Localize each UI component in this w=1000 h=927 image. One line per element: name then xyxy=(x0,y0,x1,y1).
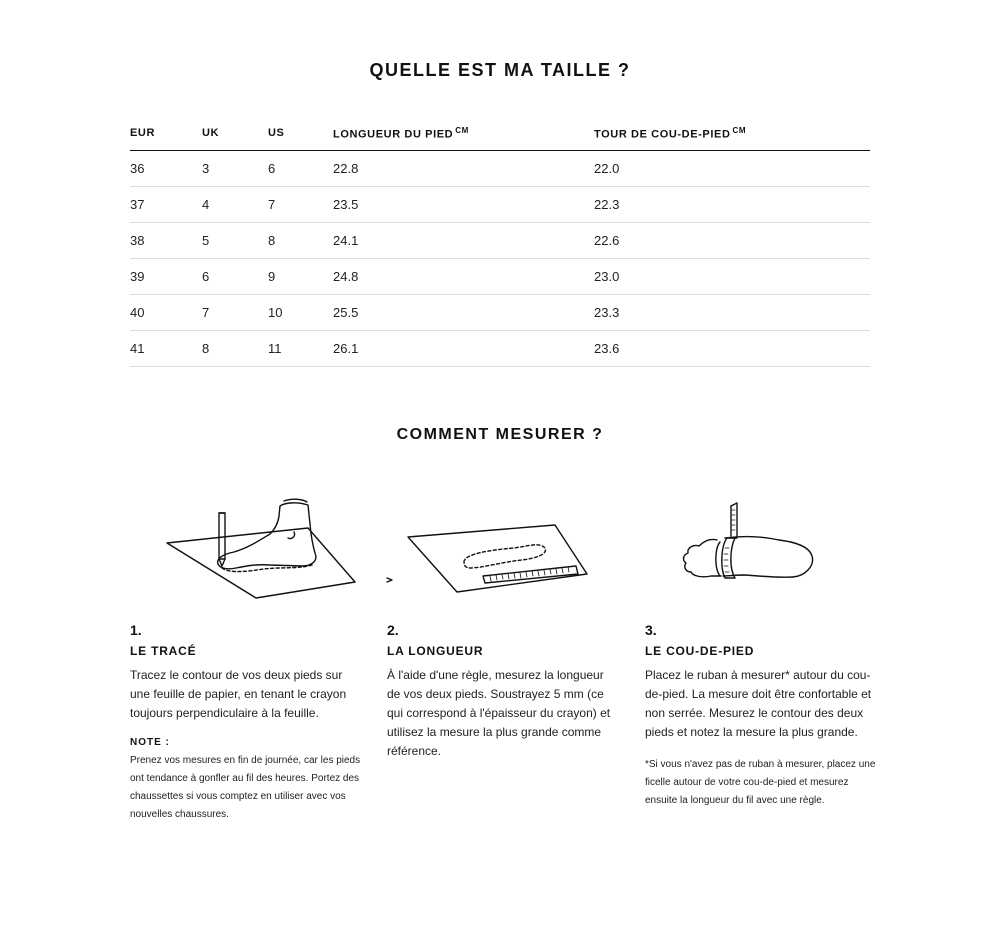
cell-instep: 22.3 xyxy=(594,187,870,223)
cell-eur: 36 xyxy=(130,151,202,187)
table-row xyxy=(130,295,870,331)
size-table xyxy=(130,116,870,367)
header-us: US xyxy=(268,116,333,151)
header-instep xyxy=(594,116,870,151)
cell-foot-length: 25.5 xyxy=(333,295,594,331)
step-text: Placez le ruban à mesurer* autour du cou-de-pied. La mesure doit être confortable et non serrée. Mesurez le contour des deux pieds et notez la mesure la plus grande. xyxy=(645,668,872,739)
tape-measure-instep-icon xyxy=(675,498,820,586)
cell-us: 11 xyxy=(268,331,333,367)
cell-eur: 38 xyxy=(130,223,202,259)
size-guide-title: QUELLE EST MA TAILLE ? xyxy=(369,60,631,80)
step-tracing xyxy=(130,622,362,824)
cell-instep: 22.0 xyxy=(594,151,870,187)
ruler-length-icon xyxy=(382,522,592,594)
cell-instep: 22.6 xyxy=(594,223,870,259)
size-table-header-row xyxy=(130,116,870,151)
note-title: NOTE : xyxy=(130,737,170,748)
cell-instep: 23.3 xyxy=(594,295,870,331)
note-text: Prenez vos mesures en fin de journée, car les pieds ont tendance à gonfler au fil des heures. Portez des chaussettes si vous comptez en utiliser avec vos nouvelles chaussures. xyxy=(130,755,361,820)
cell-us: 9 xyxy=(268,259,333,295)
header-eur: EUR xyxy=(130,116,202,151)
cell-us: 7 xyxy=(268,187,333,223)
table-row xyxy=(130,187,870,223)
step-heading: LE TRACÉ xyxy=(130,644,197,658)
table-row xyxy=(130,259,870,295)
cell-instep: 23.0 xyxy=(594,259,870,295)
cell-us: 10 xyxy=(268,295,333,331)
step-text: À l'aide d'une règle, mesurez la longueur de vos deux pieds. Soustrayez 5 mm (ce qui correspond à l'épaisseur du crayon) et utilisez la mesure la plus grande comme référence. xyxy=(387,668,611,758)
cell-eur: 39 xyxy=(130,259,202,295)
cell-foot-length: 22.8 xyxy=(333,151,594,187)
table-row xyxy=(130,223,870,259)
table-row xyxy=(130,151,870,187)
cell-uk: 5 xyxy=(202,223,268,259)
cell-uk: 7 xyxy=(202,295,268,331)
cell-foot-length: 24.8 xyxy=(333,259,594,295)
cell-uk: 8 xyxy=(202,331,268,367)
cell-uk: 3 xyxy=(202,151,268,187)
how-to-measure-title: COMMENT MESURER ? xyxy=(396,426,604,443)
header-foot-length-label: LONGUEUR DU PIED xyxy=(333,128,454,141)
step-number: 3. xyxy=(645,622,657,638)
cell-eur: 41 xyxy=(130,331,202,367)
cell-us: 8 xyxy=(268,223,333,259)
step-number: 2. xyxy=(387,622,399,638)
cell-foot-length: 24.1 xyxy=(333,223,594,259)
step-heading: LE COU-DE-PIED xyxy=(645,644,755,658)
unit-cm: CM xyxy=(732,125,747,135)
foot-tracing-icon xyxy=(160,498,360,606)
step-instep xyxy=(645,622,877,810)
table-row xyxy=(130,331,870,367)
cell-instep: 23.6 xyxy=(594,331,870,367)
step-heading: LA LONGUEUR xyxy=(387,644,484,658)
cell-foot-length: 26.1 xyxy=(333,331,594,367)
header-foot-length xyxy=(333,116,594,151)
header-uk: UK xyxy=(202,116,268,151)
header-instep-label: TOUR DE COU-DE-PIED xyxy=(594,128,731,141)
cell-foot-length: 23.5 xyxy=(333,187,594,223)
cell-uk: 4 xyxy=(202,187,268,223)
unit-cm: CM xyxy=(455,125,469,135)
step-number: 1. xyxy=(130,622,142,638)
footnote-text: *Si vous n'avez pas de ruban à mesurer, placez une ficelle autour de votre cou-de-pied et mesurez ensuite la longueur du fil avec une règle. xyxy=(645,759,876,806)
cell-us: 6 xyxy=(268,151,333,187)
step-text: Tracez le contour de vos deux pieds sur une feuille de papier, en tenant le crayon toujours perpendiculaire à la feuille. xyxy=(130,668,347,720)
cell-eur: 40 xyxy=(130,295,202,331)
cell-uk: 6 xyxy=(202,259,268,295)
cell-eur: 37 xyxy=(130,187,202,223)
step-length xyxy=(387,622,619,761)
